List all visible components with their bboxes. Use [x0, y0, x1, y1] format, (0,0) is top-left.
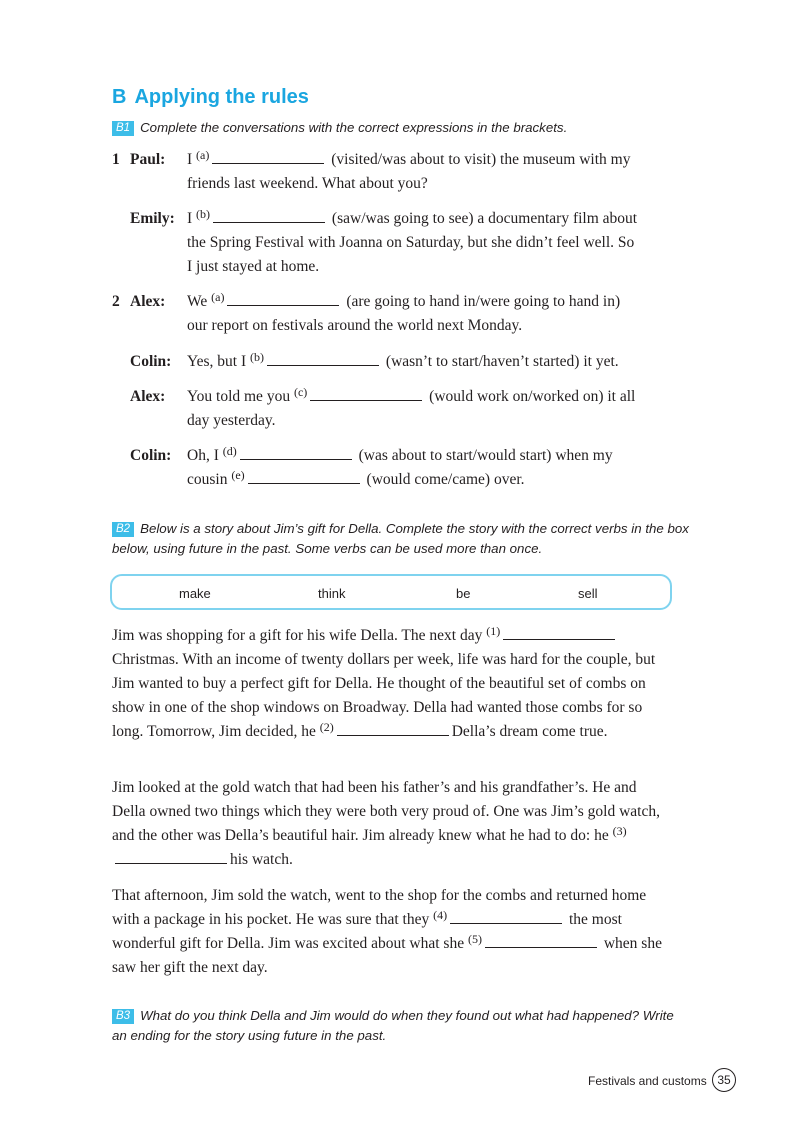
b3-instruction-block	[112, 1006, 692, 1046]
text: friends last weekend. What about you?	[187, 175, 428, 192]
blank-marker: (2)	[319, 720, 334, 734]
story-blank-4[interactable]	[450, 909, 562, 924]
text: when she saw her gift the next day.	[112, 935, 662, 976]
text: (was about to start/would start) when my	[358, 447, 613, 464]
text: (would work on/worked on) it all	[429, 388, 636, 405]
b1-instruction: Complete the conversations with the correct expressions in the brackets.	[140, 120, 568, 135]
b2-instruction-block	[112, 519, 692, 559]
dialogue-alex-2	[112, 385, 692, 433]
blank-marker: (b)	[250, 350, 265, 364]
word-think: think	[318, 586, 346, 601]
b1-tag: B1	[112, 121, 134, 136]
story-blank-1[interactable]	[503, 625, 615, 640]
text: Jim was shopping for a gift for his wife Della. The next day	[112, 627, 483, 644]
story-paragraph-3	[112, 884, 672, 980]
text: (visited/was about to visit) the museum with my	[331, 151, 631, 168]
section-title: Applying the rules	[134, 86, 309, 108]
answer-blank-2b[interactable]	[267, 351, 379, 366]
text: (would come/came) over.	[366, 471, 525, 488]
answer-blank-1b[interactable]	[213, 208, 325, 223]
text: Jim looked at the gold watch that had been his father’s and his grandfather’s. He and Della owned two things which they were both very proud of. One was Jim’s gold watch, and the other was Della’s beautiful hair. Jim already knew what he had to do: he	[112, 779, 660, 844]
text: Yes, but I	[187, 353, 247, 370]
dialogue-line	[187, 207, 692, 279]
text: day yesterday.	[187, 412, 276, 429]
blank-marker: (d)	[222, 444, 237, 458]
text: I just stayed at home.	[187, 258, 320, 275]
b2-tag: B2	[112, 522, 134, 537]
blank-marker: (5)	[467, 932, 482, 946]
dialogue-line	[187, 290, 692, 338]
dialogue-line	[187, 350, 692, 374]
text: Christmas. With an income of twenty dollars per week, life was hard for the couple, but Jim wanted to buy a perfect gift for Della. He thought of the beautiful set of combs on show in one of the shop windows on Broadway. Della had wanted those combs for so long. Tomorrow, Jim decided, he	[112, 651, 656, 740]
blank-marker: (e)	[231, 468, 245, 482]
dialogue-emily	[112, 207, 692, 279]
b1-instruction-block	[112, 118, 692, 138]
speaker-paul: Paul:	[130, 151, 166, 168]
text: (are going to hand in/were going to hand in)	[346, 293, 621, 310]
dialogue-alex-1	[112, 290, 692, 338]
b3-tag: B3	[112, 1009, 134, 1024]
footer-unit-title: Festivals and customs	[588, 1074, 707, 1088]
answer-blank-2a[interactable]	[227, 291, 339, 306]
blank-marker: (3)	[612, 824, 627, 838]
word-be: be	[456, 586, 471, 601]
question-number-1: 1	[112, 151, 120, 168]
text: I	[187, 151, 193, 168]
blank-marker: (b)	[196, 207, 211, 221]
answer-blank-2d[interactable]	[240, 445, 352, 460]
speaker-emily: Emily:	[130, 210, 175, 227]
story-blank-5[interactable]	[485, 933, 597, 948]
speaker-colin: Colin:	[130, 353, 172, 370]
b2-instruction: Below is a story about Jim’s gift for Della. Complete the story with the correct verbs in the box below, using future in the past. Some verbs can be used more than once.	[112, 521, 689, 556]
text: I	[187, 210, 193, 227]
speaker-alex: Alex:	[130, 388, 166, 405]
blank-marker: (4)	[433, 908, 448, 922]
dialogue-colin-2	[112, 444, 692, 492]
question-number-2: 2	[112, 293, 120, 310]
answer-blank-2e[interactable]	[248, 469, 360, 484]
text: (wasn’t to start/haven’t started) it yet.	[385, 353, 619, 370]
answer-blank-2c[interactable]	[310, 386, 422, 401]
text: his watch.	[230, 851, 293, 868]
b3-instruction: What do you think Della and Jim would do when they found out what had happened? Write an ending for the story using future in the past.	[112, 1008, 674, 1043]
story-blank-3[interactable]	[115, 849, 227, 864]
text: the Spring Festival with Joanna on Saturday, but she didn’t feel well. So	[187, 234, 635, 251]
blank-marker: (1)	[486, 624, 501, 638]
word-make: make	[179, 586, 211, 601]
speaker-colin: Colin:	[130, 447, 172, 464]
answer-blank-1a[interactable]	[212, 149, 324, 164]
section-heading	[112, 86, 309, 109]
story-paragraph-1	[112, 624, 672, 744]
text: You told me you	[187, 388, 291, 405]
story-blank-2[interactable]	[337, 721, 449, 736]
text: our report on festivals around the world next Monday.	[187, 317, 523, 334]
text: (saw/was going to see) a documentary film about	[331, 210, 638, 227]
text: the most wonderful gift for Della. Jim was excited about what she	[112, 911, 622, 952]
page-number: 35	[712, 1068, 736, 1092]
dialogue-line	[187, 444, 692, 492]
word-sell: sell	[578, 586, 598, 601]
dialogue-line	[187, 385, 692, 433]
story-paragraph-2	[112, 776, 672, 872]
text: Oh, I	[187, 447, 219, 464]
blank-marker: (a)	[196, 148, 210, 162]
text: We	[187, 293, 208, 310]
blank-marker: (c)	[293, 385, 308, 399]
section-letter: B	[112, 86, 127, 108]
text: That afternoon, Jim sold the watch, went to the shop for the combs and returned home with a package in his pocket. He was sure that they	[112, 887, 647, 928]
text: cousin	[187, 471, 228, 488]
dialogue-colin-1	[112, 350, 692, 374]
dialogue-line	[187, 148, 692, 196]
speaker-alex: Alex:	[130, 293, 166, 310]
text: Della’s dream come true.	[451, 723, 608, 740]
blank-marker: (a)	[211, 290, 225, 304]
word-box	[110, 574, 672, 610]
dialogue-paul	[112, 148, 692, 196]
